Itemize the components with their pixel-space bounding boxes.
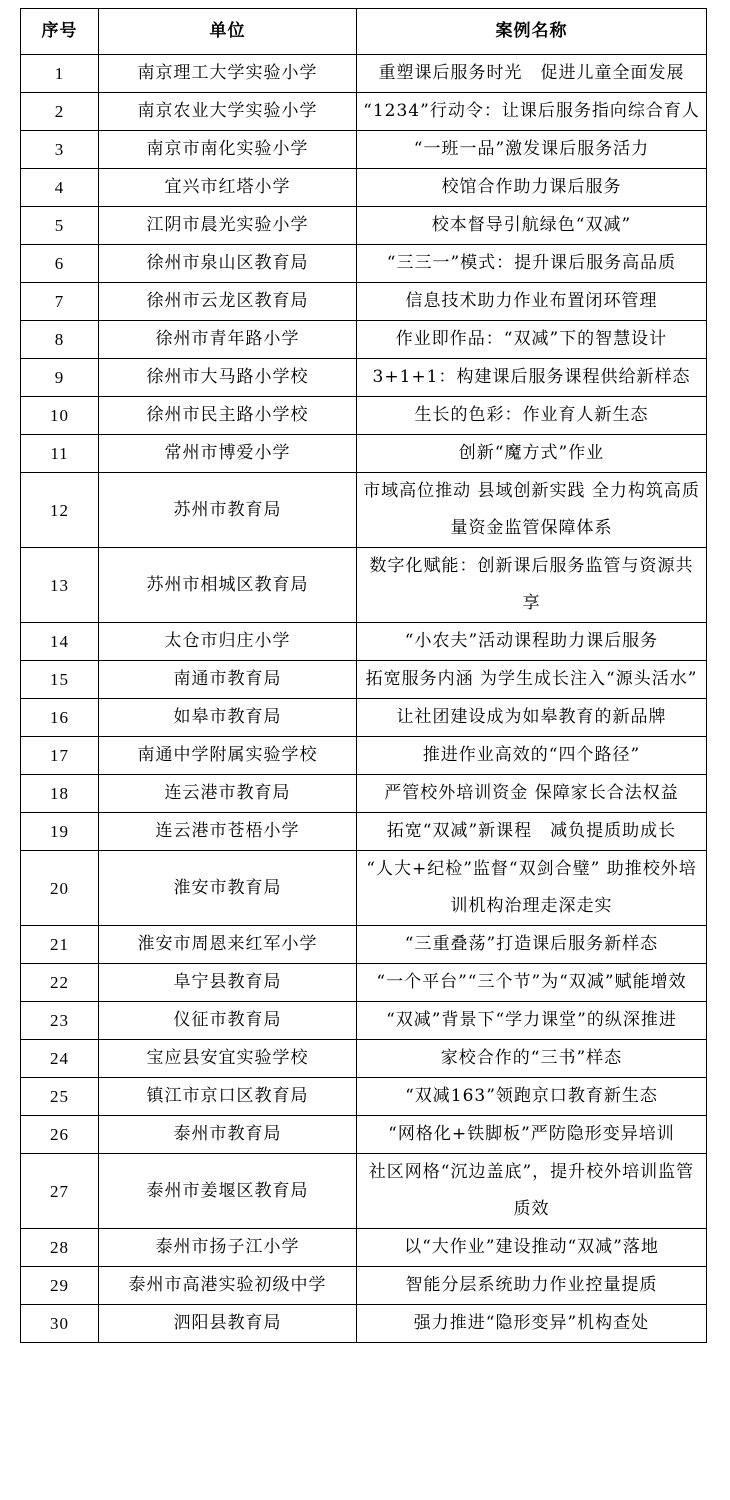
table-body [21, 55, 707, 1343]
row-number: 25 [21, 1078, 99, 1116]
row-case-name: “一个平台”“三个节”为“双减”赋能增效 [357, 964, 707, 1002]
table-row [21, 1267, 707, 1305]
row-number: 15 [21, 661, 99, 699]
table-row [21, 813, 707, 851]
row-case-name: 校本督导引航绿色“双减” [357, 207, 707, 245]
row-number: 8 [21, 321, 99, 359]
row-number: 4 [21, 169, 99, 207]
table-row [21, 93, 707, 131]
table-row [21, 169, 707, 207]
header-unit: 单位 [99, 9, 357, 55]
row-case-name: 拓宽“双减”新课程 减负提质助成长 [357, 813, 707, 851]
table-row [21, 1229, 707, 1267]
header-row [21, 9, 707, 55]
row-case-name: 创新“魔方式”作业 [357, 435, 707, 473]
document-page [20, 8, 706, 1343]
row-case-name: “小农夫”活动课程助力课后服务 [357, 623, 707, 661]
table-row [21, 926, 707, 964]
row-unit: 淮安市周恩来红军小学 [99, 926, 357, 964]
table-row [21, 131, 707, 169]
row-case-name: 校馆合作助力课后服务 [357, 169, 707, 207]
row-unit: 泰州市高港实验初级中学 [99, 1267, 357, 1305]
row-unit: 南京理工大学实验小学 [99, 55, 357, 93]
header-case-name: 案例名称 [357, 9, 707, 55]
row-number: 29 [21, 1267, 99, 1305]
row-number: 16 [21, 699, 99, 737]
row-case-name: 3+1+1：构建课后服务课程供给新样态 [357, 359, 707, 397]
row-unit: 阜宁县教育局 [99, 964, 357, 1002]
header-number: 序号 [21, 9, 99, 55]
row-case-name: 信息技术助力作业布置闭环管理 [357, 283, 707, 321]
row-unit: 徐州市泉山区教育局 [99, 245, 357, 283]
row-unit: 苏州市教育局 [99, 473, 357, 548]
row-unit: 徐州市大马路小学校 [99, 359, 357, 397]
table-header [21, 9, 707, 55]
row-number: 20 [21, 851, 99, 926]
row-unit: 泗阳县教育局 [99, 1305, 357, 1343]
row-unit: 淮安市教育局 [99, 851, 357, 926]
row-unit: 泰州市教育局 [99, 1116, 357, 1154]
row-unit: 江阴市晨光实验小学 [99, 207, 357, 245]
row-case-name: “1234”行动令：让课后服务指向综合育人 [357, 93, 707, 131]
row-number: 6 [21, 245, 99, 283]
table-row [21, 737, 707, 775]
row-case-name: 智能分层系统助力作业控量提质 [357, 1267, 707, 1305]
row-unit: 徐州市民主路小学校 [99, 397, 357, 435]
row-number: 30 [21, 1305, 99, 1343]
row-case-name: 数字化赋能：创新课后服务监管与资源共享 [357, 548, 707, 623]
row-number: 1 [21, 55, 99, 93]
row-unit: 连云港市教育局 [99, 775, 357, 813]
row-number: 5 [21, 207, 99, 245]
row-unit: 如皋市教育局 [99, 699, 357, 737]
row-case-name: 拓宽服务内涵 为学生成长注入“源头活水” [357, 661, 707, 699]
row-unit: 徐州市青年路小学 [99, 321, 357, 359]
row-number: 26 [21, 1116, 99, 1154]
table-row [21, 321, 707, 359]
row-unit: 镇江市京口区教育局 [99, 1078, 357, 1116]
row-number: 17 [21, 737, 99, 775]
row-number: 27 [21, 1154, 99, 1229]
row-number: 14 [21, 623, 99, 661]
row-case-name: 生长的色彩：作业育人新生态 [357, 397, 707, 435]
row-number: 9 [21, 359, 99, 397]
row-case-name: “三重叠荡”打造课后服务新样态 [357, 926, 707, 964]
row-number: 3 [21, 131, 99, 169]
row-unit: 南通市教育局 [99, 661, 357, 699]
row-case-name: 市域高位推动 县域创新实践 全力构筑高质量资金监管保障体系 [357, 473, 707, 548]
table-row [21, 623, 707, 661]
table-row [21, 1305, 707, 1343]
table-row [21, 245, 707, 283]
row-number: 24 [21, 1040, 99, 1078]
table-row [21, 55, 707, 93]
row-unit: 常州市博爱小学 [99, 435, 357, 473]
table-row [21, 1040, 707, 1078]
row-unit: 泰州市姜堰区教育局 [99, 1154, 357, 1229]
row-case-name: “人大+纪检”监督“双剑合璧” 助推校外培训机构治理走深走实 [357, 851, 707, 926]
case-table [20, 8, 707, 1343]
row-number: 28 [21, 1229, 99, 1267]
row-number: 22 [21, 964, 99, 1002]
row-number: 18 [21, 775, 99, 813]
row-number: 10 [21, 397, 99, 435]
row-unit: 苏州市相城区教育局 [99, 548, 357, 623]
table-row [21, 699, 707, 737]
table-row [21, 207, 707, 245]
table-row [21, 548, 707, 623]
row-unit: 南京市南化实验小学 [99, 131, 357, 169]
table-row [21, 1078, 707, 1116]
row-case-name: 重塑课后服务时光 促进儿童全面发展 [357, 55, 707, 93]
row-case-name: 让社团建设成为如皋教育的新品牌 [357, 699, 707, 737]
row-case-name: “三三一”模式：提升课后服务高品质 [357, 245, 707, 283]
table-row [21, 1154, 707, 1229]
row-number: 12 [21, 473, 99, 548]
row-number: 11 [21, 435, 99, 473]
row-unit: 南通中学附属实验学校 [99, 737, 357, 775]
row-number: 7 [21, 283, 99, 321]
row-case-name: “网格化+铁脚板”严防隐形变异培训 [357, 1116, 707, 1154]
row-case-name: 社区网格“沉边盖底”，提升校外培训监管质效 [357, 1154, 707, 1229]
row-case-name: “一班一品”激发课后服务活力 [357, 131, 707, 169]
table-row [21, 775, 707, 813]
row-case-name: 强力推进“隐形变异”机构查处 [357, 1305, 707, 1343]
table-row [21, 851, 707, 926]
table-row [21, 661, 707, 699]
table-row [21, 397, 707, 435]
row-case-name: 作业即作品：“双减”下的智慧设计 [357, 321, 707, 359]
row-number: 23 [21, 1002, 99, 1040]
table-row [21, 964, 707, 1002]
table-row [21, 435, 707, 473]
table-row [21, 1002, 707, 1040]
table-row [21, 473, 707, 548]
row-unit: 泰州市扬子江小学 [99, 1229, 357, 1267]
row-case-name: 严管校外培训资金 保障家长合法权益 [357, 775, 707, 813]
row-number: 2 [21, 93, 99, 131]
row-case-name: 推进作业高效的“四个路径” [357, 737, 707, 775]
row-number: 13 [21, 548, 99, 623]
row-unit: 宜兴市红塔小学 [99, 169, 357, 207]
row-case-name: 家校合作的“三书”样态 [357, 1040, 707, 1078]
row-unit: 连云港市苍梧小学 [99, 813, 357, 851]
row-case-name: “双减”背景下“学力课堂”的纵深推进 [357, 1002, 707, 1040]
row-unit: 宝应县安宜实验学校 [99, 1040, 357, 1078]
row-number: 21 [21, 926, 99, 964]
row-unit: 南京农业大学实验小学 [99, 93, 357, 131]
table-row [21, 283, 707, 321]
table-row [21, 359, 707, 397]
row-number: 19 [21, 813, 99, 851]
row-unit: 太仓市归庄小学 [99, 623, 357, 661]
row-unit: 仪征市教育局 [99, 1002, 357, 1040]
table-row [21, 1116, 707, 1154]
row-case-name: “双减163”领跑京口教育新生态 [357, 1078, 707, 1116]
row-case-name: 以“大作业”建设推动“双减”落地 [357, 1229, 707, 1267]
row-unit: 徐州市云龙区教育局 [99, 283, 357, 321]
